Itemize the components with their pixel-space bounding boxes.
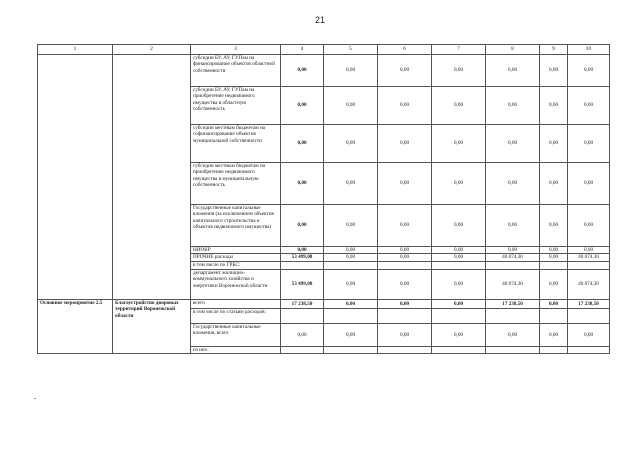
value-cell xyxy=(281,262,324,269)
value-cell: 0,00 xyxy=(378,87,432,125)
value-cell xyxy=(432,346,486,353)
value-cell: 0,00 xyxy=(486,247,540,254)
value-cell xyxy=(568,262,610,269)
value-cell: 0,00 xyxy=(324,125,378,163)
value-cell: 0,00 xyxy=(486,323,540,346)
section-row xyxy=(38,299,610,308)
value-cell: 17 238,50 xyxy=(568,299,610,308)
value-cell: 0,00 xyxy=(378,205,432,247)
budget-table xyxy=(37,44,610,354)
value-cell: 0,00 xyxy=(568,247,610,254)
expense-label: субсидии местным бюджетам на софинансирование объектов муниципальной собственности xyxy=(191,125,281,163)
value-cell xyxy=(324,346,378,353)
expense-label: Государственные капитальные вложения, всего xyxy=(191,323,281,346)
scan-mark xyxy=(34,398,36,399)
expense-label: департамент жилищно-коммунального хозяйства и энергетики Воронежской области xyxy=(191,269,281,299)
header-cell: 6 xyxy=(378,45,432,55)
value-cell: 0,00 xyxy=(281,323,324,346)
value-cell: 0,00 xyxy=(568,87,610,125)
value-cell: 0,00 xyxy=(568,55,610,87)
value-cell: 0,00 xyxy=(540,87,568,125)
value-cell: 0,00 xyxy=(281,125,324,163)
value-cell: 0,00 xyxy=(486,163,540,205)
value-cell: 0,00 xyxy=(378,125,432,163)
value-cell: 53 499,00 xyxy=(281,269,324,299)
value-cell: 0,00 xyxy=(568,163,610,205)
value-cell: 0,00 xyxy=(540,323,568,346)
header-cell: 3 xyxy=(191,45,281,55)
expense-label: субсидии БУ, АУ, ГУПам на финансирование объектов областной собственности xyxy=(191,55,281,87)
value-cell: 0,00 xyxy=(324,247,378,254)
event-cell-empty xyxy=(38,55,113,300)
value-cell: 53 499,00 xyxy=(281,254,324,262)
value-cell: 40 074,30 xyxy=(486,254,540,262)
value-cell: 0,00 xyxy=(486,55,540,87)
event-title-cell: Благоустройство дворовых территорий Воронежской области xyxy=(113,299,191,353)
value-cell: 0,00 xyxy=(281,205,324,247)
value-cell: 0,00 xyxy=(432,55,486,87)
expense-label: Государственные капитальные вложения (за исключением объектов капитального строительства и объектов недвижимого имущества) xyxy=(191,205,281,247)
value-cell: 0,00 xyxy=(378,254,432,262)
value-cell: 0,00 xyxy=(378,323,432,346)
value-cell: 0,00 xyxy=(324,205,378,247)
value-cell: 0,00 xyxy=(378,269,432,299)
value-cell: 0,00 xyxy=(324,323,378,346)
value-cell: 17 238,50 xyxy=(281,299,324,308)
value-cell: 0,00 xyxy=(324,87,378,125)
value-cell xyxy=(432,308,486,323)
value-cell: 40 074,30 xyxy=(568,269,610,299)
value-cell: 0,00 xyxy=(432,323,486,346)
value-cell xyxy=(378,262,432,269)
page-number: 21 xyxy=(314,15,325,25)
value-cell: 0,00 xyxy=(378,247,432,254)
value-cell: 40 074,30 xyxy=(486,269,540,299)
value-cell: 0,00 xyxy=(378,299,432,308)
expense-label: ПРОЧИЕ расходы xyxy=(191,254,281,262)
value-cell: 0,00 xyxy=(324,269,378,299)
value-cell: 0,00 xyxy=(540,163,568,205)
value-cell: 0,00 xyxy=(432,269,486,299)
value-cell xyxy=(568,346,610,353)
value-cell: 0,00 xyxy=(540,247,568,254)
value-cell xyxy=(432,262,486,269)
expense-label: всего xyxy=(191,299,281,308)
value-cell xyxy=(540,308,568,323)
value-cell: 0,00 xyxy=(568,323,610,346)
value-cell xyxy=(486,262,540,269)
header-cell: 2 xyxy=(113,45,191,55)
value-cell: 0,00 xyxy=(324,55,378,87)
value-cell xyxy=(324,262,378,269)
event-name-cell-empty xyxy=(113,55,191,300)
value-cell xyxy=(378,308,432,323)
value-cell: 0,00 xyxy=(281,247,324,254)
value-cell xyxy=(281,346,324,353)
value-cell: 0,00 xyxy=(540,55,568,87)
value-cell xyxy=(568,308,610,323)
expense-label: из них: xyxy=(191,346,281,353)
value-cell: 0,00 xyxy=(432,125,486,163)
value-cell: 0,00 xyxy=(540,254,568,262)
value-cell: 0,00 xyxy=(432,299,486,308)
value-cell: 0,00 xyxy=(432,87,486,125)
value-cell: 0,00 xyxy=(540,269,568,299)
header-cell: 9 xyxy=(540,45,568,55)
event-code-cell: Основное мероприятие 2.5 xyxy=(38,299,113,353)
value-cell xyxy=(486,346,540,353)
value-cell xyxy=(281,308,324,323)
value-cell: 0,00 xyxy=(540,205,568,247)
value-cell: 0,00 xyxy=(432,205,486,247)
header-cell: 10 xyxy=(568,45,610,55)
value-cell: 0,00 xyxy=(281,163,324,205)
value-cell: 0,00 xyxy=(324,299,378,308)
value-cell: 0,00 xyxy=(540,299,568,308)
value-cell: 0,00 xyxy=(486,125,540,163)
value-cell xyxy=(378,346,432,353)
value-cell: 0,00 xyxy=(540,125,568,163)
value-cell: 0,00 xyxy=(281,55,324,87)
value-cell: 0,00 xyxy=(324,254,378,262)
value-cell: 0,00 xyxy=(568,125,610,163)
value-cell xyxy=(540,346,568,353)
expense-label: НИОКР xyxy=(191,247,281,254)
header-cell: 8 xyxy=(486,45,540,55)
value-cell xyxy=(540,262,568,269)
table-row xyxy=(38,55,610,87)
expense-label: в том числе по статьям расходов: xyxy=(191,308,281,323)
header-cell: 7 xyxy=(432,45,486,55)
value-cell xyxy=(486,308,540,323)
value-cell: 17 238,50 xyxy=(486,299,540,308)
value-cell: 0,00 xyxy=(432,247,486,254)
value-cell: 0,00 xyxy=(432,254,486,262)
value-cell xyxy=(324,308,378,323)
value-cell: 0,00 xyxy=(378,55,432,87)
header-cell: 5 xyxy=(324,45,378,55)
value-cell: 0,00 xyxy=(486,205,540,247)
header-cell: 4 xyxy=(281,45,324,55)
value-cell: 0,00 xyxy=(432,163,486,205)
value-cell: 0,00 xyxy=(324,163,378,205)
expense-label: субсидии местным бюджетам на приобретение недвижимого имущества в муниципальную собственность xyxy=(191,163,281,205)
value-cell: 0,00 xyxy=(378,163,432,205)
header-row xyxy=(38,45,610,55)
value-cell: 40 074,30 xyxy=(568,254,610,262)
value-cell: 0,00 xyxy=(568,205,610,247)
expense-label: субсидии БУ, АУ, ГУПам на приобретение недвижимого имущества в областную собственность xyxy=(191,87,281,125)
expense-label: в том числе по ГРБС: xyxy=(191,262,281,269)
value-cell: 0,00 xyxy=(486,87,540,125)
value-cell: 0,00 xyxy=(281,87,324,125)
header-cell: 1 xyxy=(38,45,113,55)
